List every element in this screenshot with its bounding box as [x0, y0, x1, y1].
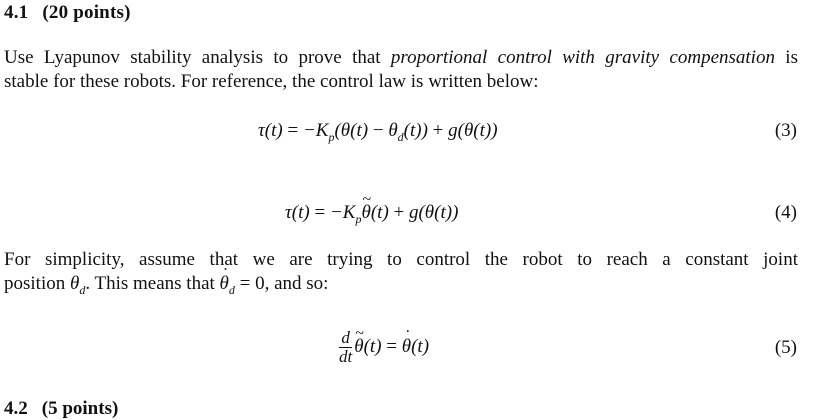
equation-4-number: (4): [774, 202, 797, 223]
next-section-number: 4.2: [4, 398, 28, 419]
intro-paragraph: [4, 46, 798, 94]
theta-d-dot-zero: ˙ $\theta_d = 0$: [220, 273, 265, 294]
section-points: (20 points): [42, 2, 131, 23]
equation-5-formula: $\frac{d}{dt}$ ~ θ(t) = ˙ θ(t): [339, 329, 429, 366]
simplicity-paragraph: [4, 248, 798, 302]
simplicity-line-1: For simplicity, assume that we are trying to control the robot to reach a constant joint: [4, 249, 798, 270]
equation-5-number: (5): [774, 337, 797, 358]
intro-line-1: [4, 46, 798, 70]
simplicity-text-b: . This means that: [85, 273, 220, 294]
section-heading: [4, 2, 131, 24]
intro-text: Use Lyapunov stability analysis to prove that: [4, 47, 391, 68]
theta-d-symbol: $\theta_d$: [69, 273, 86, 297]
section-number: 4.1: [4, 2, 29, 23]
equation-3-formula: $\tau(t) = -K_p(\theta(t) - \theta_d(t)) + g(\theta(t))$: [258, 120, 498, 144]
equation-4-formula: $\tau(t) = -K_p\sim$ θ(t) + g(θ(t)): [285, 202, 458, 227]
derivative-fraction: $\frac{d}{dt}$: [339, 328, 353, 366]
next-section-heading: [4, 398, 118, 420]
next-section-points: (5 points): [41, 398, 119, 419]
simplicity-text-a: position: [4, 273, 70, 294]
equation-3-number: (3): [774, 120, 797, 141]
simplicity-line-2: [4, 272, 798, 302]
intro-line-2: stable for these robots. For reference, the control law is written below:: [4, 71, 539, 92]
intro-text-end: is: [774, 47, 798, 68]
intro-emphasis: proportional control with gravity compensation: [390, 47, 775, 68]
simplicity-text-c: , and so:: [264, 273, 329, 294]
